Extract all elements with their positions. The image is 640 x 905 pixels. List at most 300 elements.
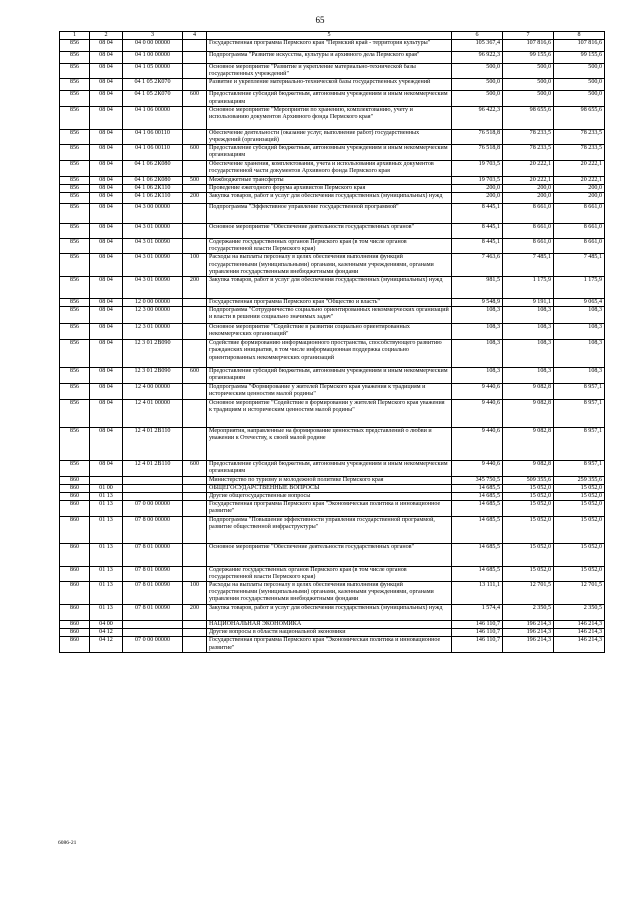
cell-target-item: 04 3 01 00090 [123,277,183,299]
cell-expense-type [183,501,207,516]
cell-expense-type: 600 [183,91,207,106]
cell-grbs: 856 [60,193,90,204]
cell-section: 08 04 [90,324,123,340]
cell-expense-type: 600 [183,368,207,384]
cell-description: Содержание государственных органов Пермского края (в том числе органов государственной власти Пермского края) [207,239,452,254]
cell-section: 08 04 [90,129,123,144]
cell-expense-type [183,52,207,64]
cell-amount-2024: 78 233,5 [554,129,605,144]
cell-description: Мероприятия, направленные на формирование ценностных представлений о любви и уважении к Отечеству, к своей малой родине [207,427,452,460]
cell-expense-type [183,621,207,629]
cell-section: 01 13 [90,566,123,581]
page-number: 65 [315,15,325,25]
table-row [60,40,605,52]
cell-target-item: 04 1 06 00110 [123,145,183,160]
cell-target-item: 12 4 01 00000 [123,399,183,427]
cell-expense-type [183,224,207,239]
cell-expense-type [183,184,207,192]
cell-section: 08 04 [90,160,123,176]
cell-amount-2024: 8 957,1 [554,399,605,427]
cell-section: 08 04 [90,64,123,79]
table-row [60,340,605,368]
cell-amount-2024: 99 155,6 [554,52,605,64]
cell-section: 08 04 [90,277,123,299]
table-row [60,637,605,652]
cell-amount-2023: 8 661,0 [503,239,554,254]
cell-description: Содержание государственных органов Пермского края (в том числе органов государственной власти Пермского края) [207,566,452,581]
cell-target-item: 04 1 05 00000 [123,64,183,79]
cell-amount-2022: 8 445,1 [452,224,503,239]
cell-amount-2022: 14 685,5 [452,566,503,581]
cell-amount-2023: 78 233,5 [503,129,554,144]
cell-description: Подпрограмма "Развитие искусства, культуры и архивного дела Пермского края" [207,52,452,64]
cell-section: 01 13 [90,605,123,621]
document-code: 6086-21 [58,840,77,846]
table-row [60,277,605,299]
table-row [60,484,605,492]
cell-grbs: 860 [60,501,90,516]
cell-amount-2024: 146 214,3 [554,637,605,652]
cell-amount-2023: 196 214,3 [503,621,554,629]
cell-expense-type [183,40,207,52]
cell-amount-2024: 8 957,1 [554,384,605,399]
table-row [60,160,605,176]
cell-amount-2024: 8 661,0 [554,204,605,224]
column-header: 7 [503,32,554,40]
table-row [60,204,605,224]
cell-expense-type [183,427,207,460]
cell-amount-2023: 15 052,0 [503,566,554,581]
cell-expense-type [183,399,207,427]
cell-section: 08 04 [90,384,123,399]
cell-amount-2023: 108,3 [503,368,554,384]
cell-section: 01 13 [90,493,123,501]
cell-grbs: 860 [60,621,90,629]
table-row [60,91,605,106]
cell-grbs: 856 [60,176,90,184]
cell-target-item: 04 3 01 00090 [123,254,183,277]
cell-description: Министерство по туризму и молодежной политике Пермского края [207,476,452,484]
table-row [60,476,605,484]
cell-section: 04 12 [90,637,123,652]
cell-target-item: 07 8 01 00090 [123,566,183,581]
cell-target-item: 04 1 06 2К080 [123,160,183,176]
cell-section: 08 04 [90,40,123,52]
cell-target-item: 12 4 00 00000 [123,384,183,399]
table-row [60,193,605,204]
cell-amount-2023: 8 661,0 [503,224,554,239]
cell-amount-2023: 500,0 [503,64,554,79]
cell-amount-2023: 15 052,0 [503,516,554,543]
table-row [60,79,605,91]
cell-amount-2024: 200,0 [554,193,605,204]
cell-amount-2024: 20 222,1 [554,176,605,184]
cell-description: Основное мероприятие "Содействие в развитии социально ориентированных некоммерческих организаций" [207,324,452,340]
cell-amount-2022: 200,0 [452,193,503,204]
table-row [60,52,605,64]
cell-amount-2022: 9 440,6 [452,427,503,460]
cell-amount-2023: 9 082,8 [503,460,554,476]
cell-grbs: 856 [60,460,90,476]
cell-expense-type: 200 [183,605,207,621]
cell-amount-2023: 98 655,6 [503,106,554,129]
column-header: 5 [207,32,452,40]
cell-target-item: 12 4 01 2В110 [123,460,183,476]
cell-target-item: 07 8 01 00090 [123,582,183,605]
table-body [60,40,605,653]
cell-amount-2022: 19 703,5 [452,176,503,184]
cell-amount-2024: 15 052,0 [554,501,605,516]
cell-amount-2024: 20 222,1 [554,160,605,176]
cell-target-item: 12 3 01 2В090 [123,368,183,384]
cell-amount-2022: 7 463,6 [452,254,503,277]
cell-amount-2022: 1 574,4 [452,605,503,621]
cell-description: Развитие и укрепление материально-технической базы государственных учреждений [207,79,452,91]
cell-section: 01 13 [90,501,123,516]
cell-amount-2024: 8 957,1 [554,427,605,460]
cell-section: 08 04 [90,204,123,224]
cell-expense-type [183,307,207,324]
cell-expense-type [183,493,207,501]
table-row [60,629,605,637]
cell-target-item: 07 0 00 00000 [123,637,183,652]
cell-amount-2024: 9 065,4 [554,299,605,307]
table-row [60,129,605,144]
cell-expense-type [183,566,207,581]
cell-description: ОБЩЕГОСУДАРСТВЕННЫЕ ВОПРОСЫ [207,484,452,492]
cell-expense-type: 200 [183,193,207,204]
cell-amount-2023: 200,0 [503,184,554,192]
cell-expense-type [183,384,207,399]
table-row [60,64,605,79]
cell-grbs: 860 [60,637,90,652]
cell-expense-type [183,476,207,484]
cell-amount-2023: 20 222,1 [503,176,554,184]
cell-amount-2022: 13 111,1 [452,582,503,605]
cell-amount-2023: 20 222,1 [503,160,554,176]
cell-amount-2022: 14 685,5 [452,501,503,516]
table-row [60,176,605,184]
cell-amount-2023: 500,0 [503,91,554,106]
cell-amount-2024: 108,3 [554,307,605,324]
cell-section: 08 04 [90,299,123,307]
cell-target-item: 07 8 01 00090 [123,605,183,621]
cell-target-item: 12 3 01 00000 [123,324,183,340]
cell-amount-2022: 108,3 [452,340,503,368]
cell-grbs: 856 [60,106,90,129]
cell-grbs: 856 [60,91,90,106]
cell-target-item: 04 3 01 00000 [123,224,183,239]
table-row [60,543,605,566]
column-header: 6 [452,32,503,40]
cell-grbs: 856 [60,129,90,144]
cell-amount-2022: 8 445,1 [452,239,503,254]
cell-expense-type [183,629,207,637]
cell-amount-2022: 8 445,1 [452,204,503,224]
table-row [60,516,605,543]
cell-amount-2023: 9 082,8 [503,399,554,427]
cell-section: 08 04 [90,254,123,277]
table-row [60,254,605,277]
cell-expense-type [183,299,207,307]
cell-description: Содействие формированию информационного пространства, способствующего развитию гражданских инициатив, в том числе информационная поддержка социально ориентированных некоммерческих организаций [207,340,452,368]
cell-section: 08 04 [90,52,123,64]
cell-expense-type [183,239,207,254]
cell-amount-2022: 146 110,7 [452,621,503,629]
cell-grbs: 860 [60,582,90,605]
cell-target-item: 12 4 01 2В110 [123,427,183,460]
column-header: 4 [183,32,207,40]
cell-expense-type [183,340,207,368]
cell-amount-2022: 96 422,3 [452,106,503,129]
cell-amount-2023: 9 082,8 [503,384,554,399]
cell-section: 08 04 [90,307,123,324]
cell-amount-2022: 500,0 [452,91,503,106]
cell-amount-2024: 15 052,0 [554,566,605,581]
cell-grbs: 856 [60,239,90,254]
cell-amount-2022: 14 685,5 [452,543,503,566]
cell-amount-2024: 500,0 [554,64,605,79]
cell-grbs: 860 [60,493,90,501]
cell-amount-2024: 146 214,3 [554,621,605,629]
cell-grbs: 860 [60,566,90,581]
cell-description: Подпрограмма "Эффективное управление государственной программой" [207,204,452,224]
cell-target-item: 04 1 05 2К070 [123,91,183,106]
cell-expense-type [183,64,207,79]
cell-grbs: 860 [60,484,90,492]
cell-amount-2023: 9 191,1 [503,299,554,307]
cell-amount-2022: 981,5 [452,277,503,299]
cell-amount-2022: 9 548,9 [452,299,503,307]
header-row [60,32,605,40]
cell-description: Предоставление субсидий бюджетным, автономным учреждениям и иным некоммерческим организациям [207,368,452,384]
cell-grbs: 856 [60,224,90,239]
table-row [60,184,605,192]
cell-target-item: 04 1 00 00000 [123,52,183,64]
cell-expense-type: 600 [183,460,207,476]
cell-amount-2023: 509 355,6 [503,476,554,484]
cell-section: 08 04 [90,224,123,239]
cell-amount-2023: 196 214,3 [503,629,554,637]
cell-description: Основное мероприятие "Мероприятия по хранению, комплектованию, учету и использованию документов Архивного фонда Пермского края" [207,106,452,129]
cell-target-item: 04 1 06 2К110 [123,184,183,192]
cell-description: Межбюджетные трансферты [207,176,452,184]
table-row [60,427,605,460]
cell-amount-2024: 1 175,9 [554,277,605,299]
cell-grbs: 856 [60,277,90,299]
cell-target-item: 12 3 01 2В090 [123,340,183,368]
cell-section: 01 13 [90,516,123,543]
cell-grbs: 860 [60,605,90,621]
cell-amount-2022: 76 518,8 [452,145,503,160]
table-row [60,368,605,384]
cell-amount-2024: 12 701,5 [554,582,605,605]
cell-amount-2023: 15 052,0 [503,543,554,566]
cell-amount-2023: 78 233,5 [503,145,554,160]
cell-amount-2022: 345 750,5 [452,476,503,484]
cell-amount-2023: 107 816,6 [503,40,554,52]
cell-amount-2023: 500,0 [503,79,554,91]
cell-grbs: 856 [60,40,90,52]
table-row [60,299,605,307]
column-header: 1 [60,32,90,40]
cell-amount-2022: 146 110,7 [452,637,503,652]
cell-target-item [123,484,183,492]
cell-amount-2022: 108,3 [452,324,503,340]
cell-amount-2023: 7 485,1 [503,254,554,277]
cell-description: Предоставление субсидий бюджетным, автономным учреждениям и иным некоммерческим организациям [207,91,452,106]
cell-grbs: 856 [60,64,90,79]
cell-expense-type [183,129,207,144]
cell-description: Расходы на выплаты персоналу в целях обеспечения выполнения функций государственными (муниципальными) органами, казенными учреждениями, органами управления государственными внебюджетными фондами [207,582,452,605]
cell-target-item: 04 1 06 2К110 [123,193,183,204]
table-row [60,566,605,581]
cell-description: Проведение ежегодного форума архивистов Пермского края [207,184,452,192]
table-row [60,106,605,129]
cell-description: Государственная программа Пермского края "Экономическая политика и инновационное развитие" [207,637,452,652]
cell-target-item [123,629,183,637]
cell-section: 08 04 [90,399,123,427]
cell-grbs: 856 [60,427,90,460]
cell-description: Подпрограмма "Повышение эффективности управления государственной программой, развитие общественной инфраструктуры" [207,516,452,543]
cell-amount-2023: 99 155,6 [503,52,554,64]
cell-target-item: 07 0 00 00000 [123,501,183,516]
cell-expense-type [183,106,207,129]
cell-expense-type [183,79,207,91]
cell-grbs: 856 [60,324,90,340]
cell-grbs: 860 [60,476,90,484]
cell-section: 04 00 [90,621,123,629]
cell-grbs: 856 [60,254,90,277]
cell-grbs: 856 [60,160,90,176]
cell-amount-2024: 15 052,0 [554,484,605,492]
cell-amount-2023: 108,3 [503,324,554,340]
cell-description: Обеспечение деятельности (оказание услуг, выполнение работ) государственных учреждений (организаций) [207,129,452,144]
cell-amount-2023: 9 082,8 [503,427,554,460]
cell-expense-type: 100 [183,254,207,277]
cell-description: Основное мероприятие "Обеспечение деятельности государственных органов" [207,543,452,566]
cell-amount-2024: 8 661,0 [554,239,605,254]
cell-target-item: 07 8 01 00000 [123,543,183,566]
cell-section: 08 04 [90,145,123,160]
table-row [60,493,605,501]
cell-section: 08 04 [90,193,123,204]
cell-grbs: 860 [60,516,90,543]
cell-description: Обеспечение хранения, комплектования, учета и использования архивных документов государственной части документов Архивного фонда Пермского края [207,160,452,176]
cell-section: 08 04 [90,460,123,476]
cell-amount-2024: 259 355,6 [554,476,605,484]
cell-expense-type [183,484,207,492]
cell-amount-2023: 12 701,5 [503,582,554,605]
cell-description: Другие вопросы в области национальной экономики [207,629,452,637]
cell-expense-type [183,160,207,176]
cell-description: Предоставление субсидий бюджетным, автономным учреждениям и иным некоммерческим организациям [207,145,452,160]
cell-grbs: 856 [60,307,90,324]
cell-amount-2023: 15 052,0 [503,501,554,516]
table-row [60,307,605,324]
cell-amount-2023: 200,0 [503,193,554,204]
budget-table [59,31,605,653]
cell-grbs: 860 [60,543,90,566]
table-row [60,145,605,160]
cell-expense-type: 500 [183,176,207,184]
cell-grbs: 856 [60,340,90,368]
cell-expense-type [183,637,207,652]
cell-description: Государственная программа Пермского края "Экономическая политика и инновационное развитие" [207,501,452,516]
cell-description: Закупка товаров, работ и услуг для обеспечения государственных (муниципальных) нужд [207,193,452,204]
cell-amount-2024: 107 816,6 [554,40,605,52]
cell-expense-type: 100 [183,582,207,605]
cell-amount-2024: 15 052,0 [554,543,605,566]
table-row [60,399,605,427]
cell-amount-2022: 76 518,8 [452,129,503,144]
cell-amount-2022: 108,3 [452,368,503,384]
cell-section: 08 04 [90,79,123,91]
cell-description: Закупка товаров, работ и услуг для обеспечения государственных (муниципальных) нужд [207,605,452,621]
cell-target-item: 04 3 00 00000 [123,204,183,224]
cell-amount-2022: 14 685,5 [452,484,503,492]
cell-amount-2022: 105 367,4 [452,40,503,52]
cell-description: Основное мероприятие "Содействие в формировании у жителей Пермского края уважения к традициям и историческим ценностям малой родины" [207,399,452,427]
cell-target-item: 12 3 00 00000 [123,307,183,324]
cell-grbs: 856 [60,79,90,91]
cell-expense-type [183,543,207,566]
cell-target-item: 04 0 00 00000 [123,40,183,52]
cell-amount-2022: 200,0 [452,184,503,192]
cell-description: Другие общегосударственные вопросы [207,493,452,501]
cell-section: 04 12 [90,629,123,637]
cell-section: 08 04 [90,368,123,384]
cell-description: Государственная программа Пермского края "Общество и власть" [207,299,452,307]
cell-expense-type: 200 [183,277,207,299]
cell-target-item [123,493,183,501]
cell-description: Закупка товаров, работ и услуг для обеспечения государственных (муниципальных) нужд [207,277,452,299]
cell-description: Основное мероприятие "Обеспечение деятельности государственных органов" [207,224,452,239]
cell-target-item: 04 1 05 2К070 [123,79,183,91]
cell-amount-2024: 8 661,0 [554,224,605,239]
table-row [60,582,605,605]
cell-expense-type [183,204,207,224]
cell-description: Подпрограмма "Формирование у жителей Пермского края уважения к традициям и историческим ценностям малой родины" [207,384,452,399]
cell-amount-2023: 15 052,0 [503,484,554,492]
cell-amount-2024: 15 052,0 [554,516,605,543]
cell-description: Расходы на выплаты персоналу в целях обеспечения выполнения функций государственными (муниципальными) органами, казенными учреждениями, органами управления государственными внебюджетными фондами [207,254,452,277]
cell-target-item [123,476,183,484]
column-header: 8 [554,32,605,40]
table-row [60,605,605,621]
cell-amount-2024: 500,0 [554,79,605,91]
cell-target-item: 12 0 00 00000 [123,299,183,307]
cell-target-item: 04 1 06 2К080 [123,176,183,184]
cell-amount-2022: 19 703,5 [452,160,503,176]
cell-amount-2022: 500,0 [452,64,503,79]
cell-grbs: 856 [60,368,90,384]
cell-amount-2022: 9 440,6 [452,460,503,476]
cell-amount-2023: 108,3 [503,340,554,368]
cell-amount-2024: 7 485,1 [554,254,605,277]
cell-amount-2022: 108,3 [452,307,503,324]
cell-amount-2023: 196 214,3 [503,637,554,652]
cell-amount-2022: 9 440,6 [452,399,503,427]
cell-target-item: 04 1 06 00110 [123,129,183,144]
cell-expense-type [183,324,207,340]
cell-amount-2024: 146 214,3 [554,629,605,637]
cell-amount-2022: 14 685,5 [452,493,503,501]
cell-section: 08 04 [90,340,123,368]
cell-section: 08 04 [90,427,123,460]
cell-grbs: 856 [60,184,90,192]
cell-amount-2024: 2 350,5 [554,605,605,621]
